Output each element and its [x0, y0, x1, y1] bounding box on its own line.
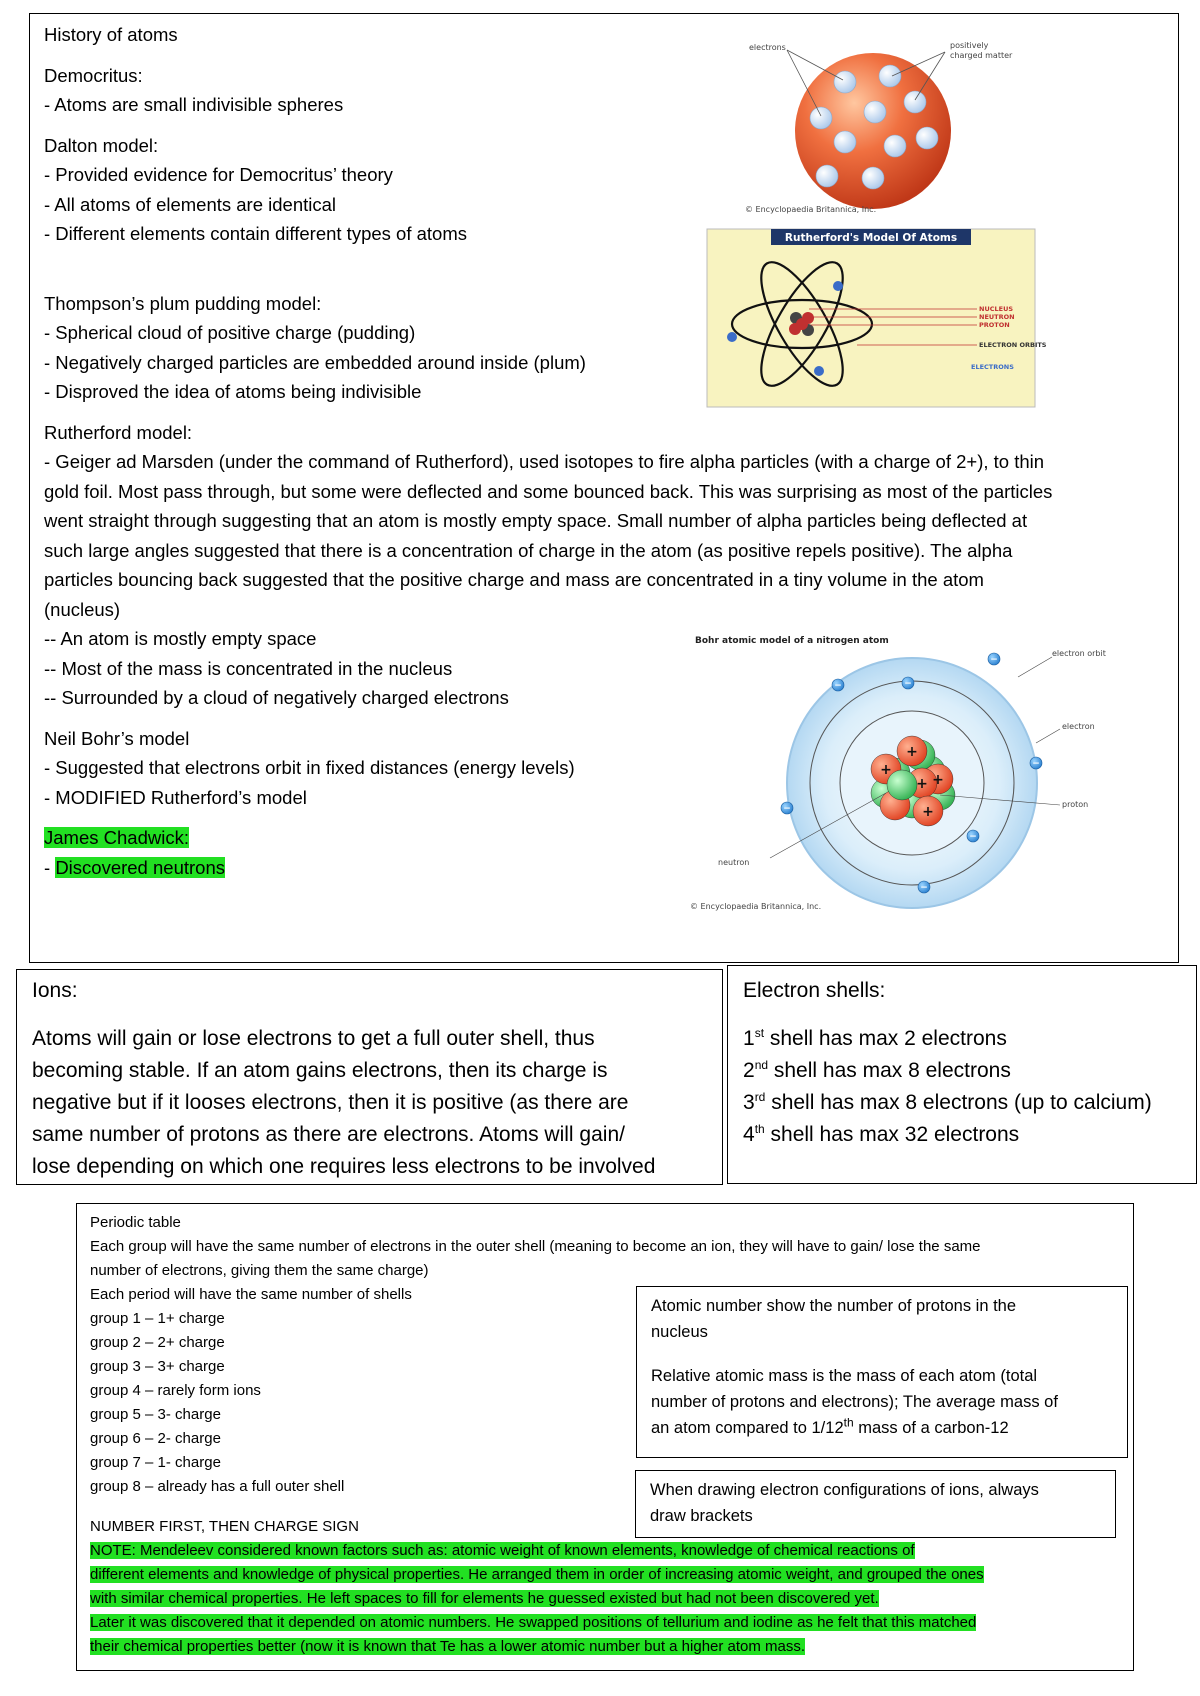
- bohr-credit: © Encyclopaedia Britannica, Inc.: [690, 902, 822, 911]
- note-line: NOTE: Mendeleev considered known factors such as: atomic weight of known elements, knowledge of chemical reactions of: [90, 1542, 915, 1559]
- rutherford-point: -- Most of the mass is concentrated in the nucleus: [44, 657, 453, 679]
- shells-text: [743, 975, 1193, 1151]
- bohr-label-orbit: electron orbit: [1052, 649, 1106, 658]
- plum-label-matter: charged matter: [950, 51, 1013, 60]
- group-line: group 3 – 3+ charge: [90, 1358, 225, 1375]
- group-line: group 5 – 3- charge: [90, 1406, 221, 1423]
- periodic-line: number of electrons, giving them the same charge): [90, 1262, 429, 1279]
- bohr-label-neutron: neutron: [718, 858, 750, 867]
- drawing-line: draw brackets: [650, 1507, 753, 1525]
- rutherford-label-nucleus: NUCLEUS: [979, 305, 1014, 313]
- democritus-heading: Democritus:: [44, 64, 143, 86]
- svg-text:−: −: [990, 655, 998, 665]
- rutherford-label-neutron: NEUTRON: [979, 313, 1015, 321]
- shell-item: 3rd shell has max 8 electrons (up to calcium): [743, 1090, 1152, 1114]
- group-line: group 4 – rarely form ions: [90, 1382, 261, 1399]
- bohr-diagram-title: Bohr atomic model of a nitrogen atom: [695, 636, 889, 646]
- bohr-label-electron: electron: [1062, 722, 1095, 731]
- ions-heading: Ions:: [32, 979, 78, 1002]
- democritus-point: - Atoms are small indivisible spheres: [44, 94, 344, 115]
- rutherford-label-electrons: ELECTRONS: [971, 363, 1014, 371]
- bohr-point: - MODIFIED Rutherford’s model: [44, 786, 307, 808]
- mendeleev-note: [90, 1539, 1130, 1659]
- rutherford-para-line: particles bouncing back suggested that the positive charge and mass are concentrated in a tiny volume in the atom: [44, 569, 984, 590]
- thompson-point: - Negatively charged particles are embedded around inside (plum): [44, 351, 586, 373]
- group-line: group 6 – 2- charge: [90, 1430, 221, 1447]
- history-title: History of atoms: [44, 24, 178, 45]
- note-line: with similar chemical properties. He left spaces to fill for elements he guessed existed but had not been discovered yet.: [90, 1590, 879, 1607]
- rutherford-label-proton: PROTON: [979, 321, 1010, 329]
- number-first-note: NUMBER FIRST, THEN CHARGE SIGN: [90, 1518, 359, 1535]
- relative-mass-line: Relative atomic mass is the mass of each atom (total: [651, 1367, 1038, 1385]
- svg-text:−: −: [834, 681, 842, 691]
- dalton-point: - All atoms of elements are identical: [44, 193, 337, 215]
- thompson-heading: Thompson’s plum pudding model:: [44, 292, 322, 314]
- bohr-label-proton: proton: [1062, 800, 1089, 809]
- ions-line: lose depending on which one requires less electrons to be involved: [32, 1155, 656, 1178]
- rutherford-para-line: (nucleus): [44, 598, 121, 620]
- group-line: group 2 – 2+ charge: [90, 1334, 225, 1351]
- ions-line: Atoms will gain or lose electrons to get a full outer shell, thus: [32, 1027, 595, 1050]
- group-line: group 8 – already has a full outer shell: [90, 1478, 345, 1495]
- svg-text:−: −: [904, 679, 912, 689]
- svg-text:+: +: [916, 776, 928, 792]
- chadwick-dash: -: [44, 856, 56, 878]
- shell-item: 4th shell has max 32 electrons: [743, 1122, 1020, 1146]
- ions-line: becoming stable. If an atom gains electrons, then its charge is: [32, 1059, 608, 1082]
- bohr-point: - Suggested that electrons orbit in fixed distances (energy levels): [44, 757, 575, 778]
- relative-mass: [651, 1363, 1121, 1441]
- svg-text:−: −: [920, 883, 928, 893]
- rutherford-model-image: [707, 229, 1047, 407]
- periodic-title: Periodic table: [90, 1214, 181, 1231]
- bohr-heading: Neil Bohr’s model: [44, 727, 190, 749]
- periodic-line: Each group will have the same number of electrons in the outer shell (meaning to become an ion, they will have to gain/ lose the same: [90, 1238, 981, 1255]
- rutherford-heading: Rutherford model:: [44, 421, 193, 443]
- rutherford-para-line: went straight through suggesting that an atom is mostly empty space. Small number of alpha particles being deflected at: [44, 510, 1028, 531]
- ions-text: [32, 975, 722, 1183]
- note-line: their chemical properties better (now it is known that Te has a lower atomic number but a higher atom mass.: [90, 1638, 806, 1655]
- rutherford-point: -- Surrounded by a cloud of negatively charged electrons: [44, 687, 509, 708]
- svg-text:−: −: [969, 832, 977, 842]
- rutherford-diagram-title: Rutherford's Model Of Atoms: [784, 232, 958, 244]
- ions-line: negative but if it looses electrons, then it is positive (as there are: [32, 1091, 629, 1114]
- dalton-point: - Provided evidence for Democritus’ theory: [44, 164, 393, 185]
- svg-text:+: +: [922, 804, 934, 820]
- atomic-number-text: [651, 1293, 1121, 1441]
- dalton-point: - Different elements contain different types of atoms: [44, 223, 467, 244]
- svg-text:+: +: [880, 762, 892, 778]
- plum-label-positive: positively: [950, 41, 989, 50]
- note-line: different elements and knowledge of physical properties. He arranged them in order of increasing atomic weight, and grouped the ones: [90, 1566, 984, 1583]
- shells-heading: Electron shells:: [743, 979, 886, 1002]
- chadwick-point: Discovered neutrons: [55, 856, 225, 878]
- bohr-model-image: [690, 633, 1120, 918]
- relative-mass-line: an atom compared to 1/12th mass of a carbon-12: [651, 1415, 1009, 1437]
- group-line: group 7 – 1- charge: [90, 1454, 221, 1471]
- rutherford-para-line: - Geiger ad Marsden (under the command of Rutherford), used isotopes to fire alpha particles (with a charge of 2+), to thin: [44, 451, 1045, 472]
- periodic-line: Each period will have the same number of shells: [90, 1286, 412, 1303]
- drawing-line: When drawing electron configurations of ions, always: [650, 1481, 1039, 1499]
- rutherford-point: -- An atom is mostly empty space: [44, 628, 317, 649]
- rutherford-para-line: gold foil. Most pass through, but some were deflected and some bounced back. This was surprising as most of the particles: [44, 480, 1053, 502]
- group-line: group 1 – 1+ charge: [90, 1310, 225, 1327]
- shell-item: 2nd shell has max 8 electrons: [743, 1058, 1011, 1082]
- dalton-heading: Dalton model:: [44, 134, 159, 156]
- thompson-point: - Disproved the idea of atoms being indivisible: [44, 381, 422, 402]
- svg-text:+: +: [906, 744, 918, 760]
- rutherford-para-line: such large angles suggested that there is a concentration of charge in the atom (as positive repels positive). The alpha: [44, 539, 1013, 561]
- rutherford-label-orbits: ELECTRON ORBITS: [979, 341, 1047, 349]
- thompson-point: - Spherical cloud of positive charge (pudding): [44, 322, 416, 343]
- chadwick-heading: James Chadwick:: [44, 827, 189, 848]
- svg-text:−: −: [783, 804, 791, 814]
- svg-text:+: +: [932, 772, 944, 788]
- plum-label-electrons: electrons: [749, 43, 786, 52]
- atomic-line: nucleus: [651, 1323, 708, 1341]
- relative-mass-line: number of protons and electrons); The average mass of: [651, 1393, 1058, 1411]
- note-line: Later it was discovered that it depended on atomic numbers. He swapped positions of tellurium and iodine as he felt that this matched: [90, 1614, 977, 1631]
- plum-credit: © Encyclopaedia Britannica, Inc.: [745, 205, 877, 214]
- ions-line: same number of protons as there are electrons. Atoms will gain/: [32, 1123, 625, 1146]
- shell-item: 1st shell has max 2 electrons: [743, 1026, 1007, 1050]
- plum-pudding-image: [745, 36, 1013, 214]
- drawing-note-text: [650, 1477, 1110, 1529]
- shells-list: [743, 1023, 1193, 1151]
- atomic-line: Atomic number show the number of protons in the: [651, 1297, 1017, 1315]
- svg-text:−: −: [1032, 759, 1040, 769]
- ions-body: [32, 1023, 722, 1183]
